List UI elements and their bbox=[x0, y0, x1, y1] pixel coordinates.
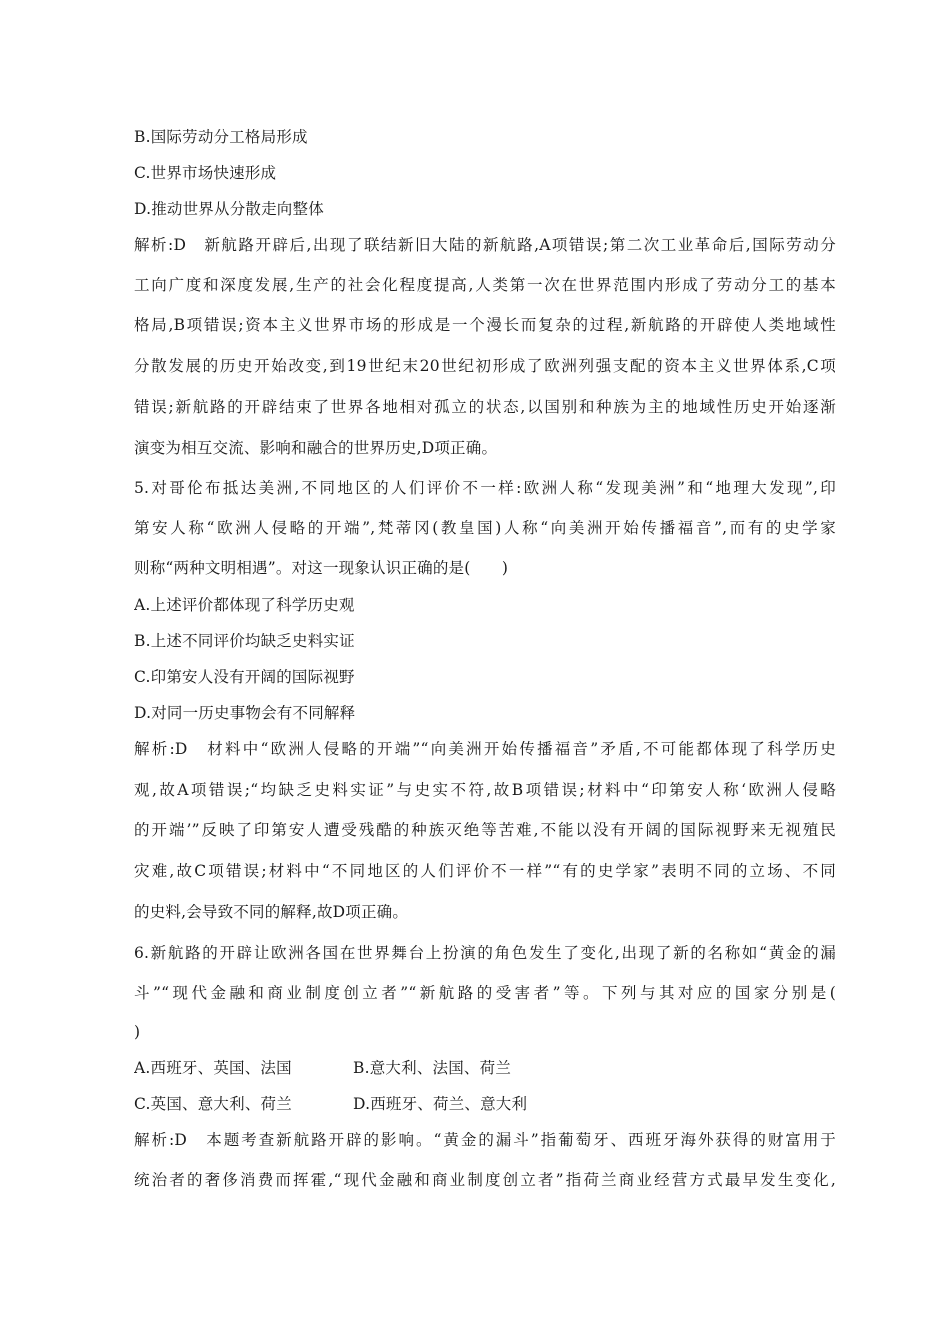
q4-option-b: B.国际劳动分工格局形成 bbox=[134, 128, 308, 146]
q6-options-row bbox=[134, 1094, 836, 1114]
q5-stem-line: 5.对哥伦布抵达美洲,不同地区的人们评价不一样:欧洲人称“发现美洲”和“地理大发现”,印 bbox=[134, 479, 836, 497]
q5-analysis-line: 观,故A项错误;“均缺乏史料实证”与史实不符,故B项错误;材料中“印第安人称‘欧洲人侵略 bbox=[134, 781, 836, 799]
q5-option-a: A.上述评价都体现了科学历史观 bbox=[134, 596, 355, 614]
q5-stem-line: 第安人称“欧洲人侵略的开端”,梵蒂冈(教皇国)人称“向美洲开始传播福音”,而有的史学家 bbox=[134, 519, 836, 537]
q4-option-c: C.世界市场快速形成 bbox=[134, 164, 277, 182]
q4-analysis-line: 格局,B项错误;资本主义世界市场的形成是一个漫长而复杂的过程,新航路的开辟使人类地域性 bbox=[134, 316, 836, 334]
q6-option-c: C.英国、意大利、荷兰 bbox=[134, 1095, 292, 1113]
q4-option-d: D.推动世界从分散走向整体 bbox=[134, 200, 324, 218]
q6-option-a: A.西班牙、英国、法国 bbox=[134, 1059, 292, 1077]
q4-analysis-line: 工向广度和深度发展,生产的社会化程度提高,人类第一次在世界范围内形成了劳动分工的基本 bbox=[134, 276, 836, 294]
q5-analysis-line: 的史料,会导致不同的解释,故D项正确。 bbox=[134, 903, 409, 921]
q6-analysis-line: 统治者的奢侈消费而挥霍,“现代金融和商业制度创立者”指荷兰商业经营方式最早发生变化, bbox=[134, 1171, 836, 1189]
q6-options-row bbox=[134, 1058, 836, 1078]
q4-analysis-line: 错误;新航路的开辟结束了世界各地相对孤立的状态,以国别和种族为主的地域性历史开始逐渐 bbox=[134, 398, 836, 416]
q5-option-c: C.印第安人没有开阔的国际视野 bbox=[134, 668, 355, 686]
q6-stem-line: 6.新航路的开辟让欧洲各国在世界舞台上扮演的角色发生了变化,出现了新的名称如“黄金的漏 bbox=[134, 944, 836, 962]
q5-option-b: B.上述不同评价均缺乏史料实证 bbox=[134, 632, 355, 650]
q6-stem-line: ) bbox=[134, 1023, 141, 1041]
q4-analysis-line: 分散发展的历史开始改变,到19世纪末20世纪初形成了欧洲列强支配的资本主义世界体系,C项 bbox=[134, 357, 836, 375]
q6-stem-line: 斗”“现代金融和商业制度创立者”“新航路的受害者”等。下列与其对应的国家分别是( bbox=[134, 984, 836, 1002]
q6-option-b: B.意大利、法国、荷兰 bbox=[353, 1059, 512, 1077]
q5-option-d: D.对同一历史事物会有不同解释 bbox=[134, 704, 356, 722]
q6-analysis-line: 解析:D 本题考查新航路开辟的影响。“黄金的漏斗”指葡萄牙、西班牙海外获得的财富用于 bbox=[134, 1131, 836, 1149]
q5-analysis-line: 的开端’”反映了印第安人遭受残酷的种族灭绝等苦难,不能以没有开阔的国际视野来无视殖民 bbox=[134, 821, 836, 839]
q6-option-d: D.西班牙、荷兰、意大利 bbox=[353, 1095, 528, 1113]
q5-stem-line: 则称“两种文明相遇”。对这一现象认识正确的是( ) bbox=[134, 559, 509, 577]
q5-analysis-line: 灾难,故C项错误;材料中“不同地区的人们评价不一样”“有的史学家”表明不同的立场、不同 bbox=[134, 862, 836, 880]
q4-analysis-line: 解析:D 新航路开辟后,出现了联结新旧大陆的新航路,A项错误;第二次工业革命后,国际劳动分 bbox=[134, 236, 836, 254]
q5-analysis-line: 解析:D 材料中“欧洲人侵略的开端”“向美洲开始传播福音”矛盾,不可能都体现了科学历史 bbox=[134, 740, 836, 758]
q4-analysis-line: 演变为相互交流、影响和融合的世界历史,D项正确。 bbox=[134, 439, 498, 457]
